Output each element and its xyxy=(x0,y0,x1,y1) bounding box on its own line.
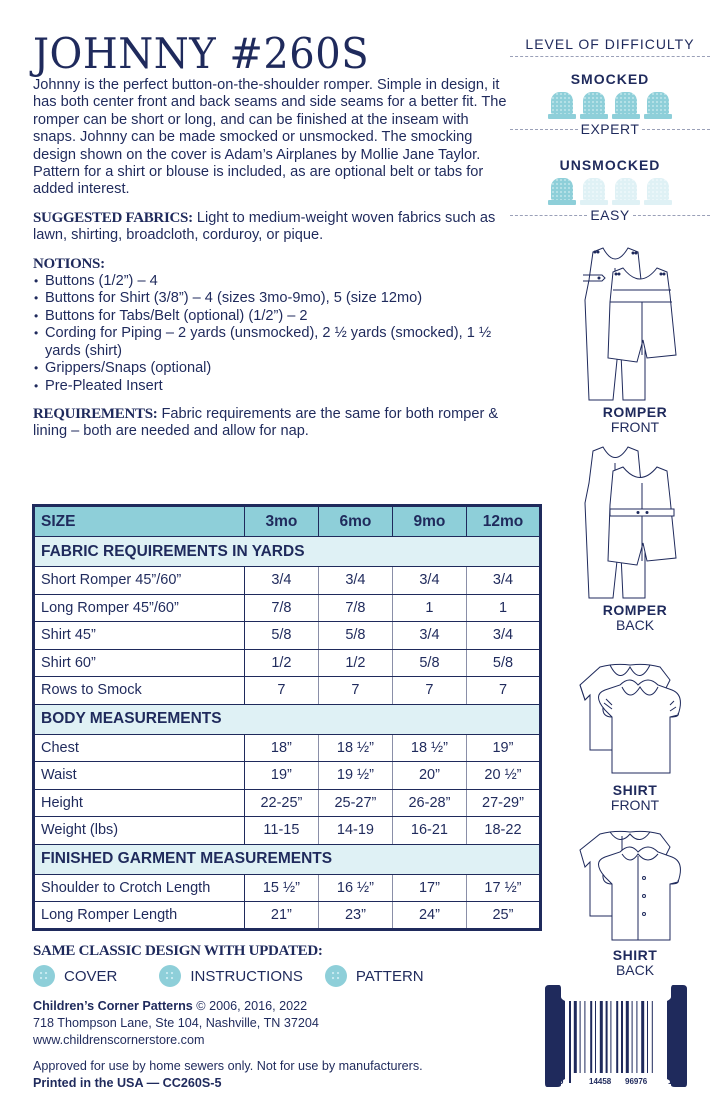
illustration-title: SHIRT xyxy=(612,947,658,963)
illustration-title: ROMPER xyxy=(602,404,668,420)
shirt-front-drawing xyxy=(570,655,700,783)
barcode-digit: 0 xyxy=(559,1077,564,1086)
barcode-bar xyxy=(652,1001,653,1083)
row-label: Waist xyxy=(34,762,245,790)
pattern-title: JOHNNY #260S xyxy=(33,30,370,79)
group-title: FINISHED GARMENT MEASUREMENTS xyxy=(34,844,541,874)
barcode-digit: 14458 xyxy=(589,1077,612,1086)
barcode-digit: 1 xyxy=(668,1077,673,1086)
difficulty-category-smocked: SMOCKED xyxy=(570,71,650,87)
suggested-fabrics-heading: SUGGESTED FABRICS: xyxy=(33,209,193,226)
romper-back-drawing xyxy=(575,443,695,603)
cell-value: 7 xyxy=(392,677,466,705)
cell-value: 3/4 xyxy=(392,622,466,650)
cell-value: 1/2 xyxy=(244,649,318,677)
cell-value: 19 ½” xyxy=(318,762,392,790)
barcode-bar xyxy=(590,1001,592,1083)
romper-front-drawing xyxy=(575,240,695,405)
thimble-icon xyxy=(580,178,608,206)
cell-value: 20” xyxy=(392,762,466,790)
cell-value: 5/8 xyxy=(392,649,466,677)
cell-value: 3/4 xyxy=(392,567,466,595)
button-icon xyxy=(33,965,55,987)
spool-right-end xyxy=(667,985,687,1087)
barcode-bar xyxy=(580,1001,581,1083)
requirements xyxy=(33,406,513,441)
copyright: © 2006, 2016, 2022 xyxy=(192,999,308,1013)
row-label: Rows to Smock xyxy=(34,677,245,705)
notion-item: • Buttons for Tabs/Belt (optional) (1/2”) – 2 xyxy=(33,308,513,325)
cell-value: 11-15 xyxy=(244,817,318,845)
row-label: Weight (lbs) xyxy=(34,817,245,845)
illustration-title: SHIRT xyxy=(612,782,658,798)
table-row xyxy=(34,789,541,817)
barcode-bars xyxy=(569,1001,653,1083)
updated-section xyxy=(33,943,446,987)
barcode-bar xyxy=(610,1001,611,1083)
barcode-bar xyxy=(616,1001,618,1083)
cell-value: 5/8 xyxy=(244,622,318,650)
cell-value: 7/8 xyxy=(244,594,318,622)
table-group-header xyxy=(34,537,541,567)
header-cell: 9mo xyxy=(392,506,466,537)
row-label: Short Romper 45”/60” xyxy=(34,567,245,595)
barcode-bar xyxy=(574,1001,577,1083)
cell-value: 27-29” xyxy=(466,789,540,817)
illustration-shirt-front xyxy=(555,655,715,813)
requirements-table xyxy=(32,504,542,931)
header-cell: SIZE xyxy=(34,506,245,537)
barcode-bar xyxy=(626,1001,629,1083)
barcode-bar xyxy=(621,1001,623,1083)
illustration-subtitle: FRONT xyxy=(610,797,660,813)
cell-value: 3/4 xyxy=(466,622,540,650)
button-icon xyxy=(325,965,347,987)
barcode-spool xyxy=(543,983,689,1088)
updated-item-label: INSTRUCTIONS xyxy=(190,967,303,985)
cell-value: 1 xyxy=(392,594,466,622)
notions-list xyxy=(33,273,513,395)
group-title: FABRIC REQUIREMENTS IN YARDS xyxy=(34,537,541,567)
requirements-heading: REQUIREMENTS: xyxy=(33,405,158,422)
updated-item-instructions xyxy=(159,965,303,987)
cell-value: 7 xyxy=(318,677,392,705)
header-cell: 3mo xyxy=(244,506,318,537)
website-link[interactable]: www.childrenscornerstore.com xyxy=(33,1033,205,1047)
updated-items xyxy=(33,965,446,987)
cell-value: 20 ½” xyxy=(466,762,540,790)
illustration-subtitle: BACK xyxy=(615,617,655,633)
level-label: EXPERT xyxy=(580,121,640,137)
copyright-line xyxy=(33,998,423,1015)
group-title: BODY MEASUREMENTS xyxy=(34,704,541,734)
footer xyxy=(33,998,423,1092)
printed-line: Printed in the USA — CC260S-5 xyxy=(33,1076,222,1090)
illustration-subtitle: BACK xyxy=(615,962,655,978)
thimble-icon xyxy=(580,92,608,120)
spool-left-end xyxy=(545,985,565,1087)
barcode-bar xyxy=(647,1001,648,1083)
illustration-romper-back xyxy=(555,443,715,633)
table-row xyxy=(34,594,541,622)
button-icon xyxy=(159,965,181,987)
thimble-icon xyxy=(548,178,576,206)
illustration-title: ROMPER xyxy=(602,602,668,618)
table-row xyxy=(34,902,541,930)
cell-value: 16 ½” xyxy=(318,874,392,902)
disclaimer: Approved for use by home sewers only. Not for use by manufacturers. xyxy=(33,1059,423,1073)
row-label: Long Romper 45”/60” xyxy=(34,594,245,622)
table-group-header xyxy=(34,844,541,874)
illustration-subtitle: FRONT xyxy=(610,419,660,435)
cell-value: 17” xyxy=(392,874,466,902)
suggested-fabrics-text: Light to medium-weight woven fabrics such as lawn, shirting, broadcloth, corduroy, or pique. xyxy=(33,209,496,244)
thimble-rating-unsmocked xyxy=(510,178,710,206)
cell-value: 7 xyxy=(244,677,318,705)
address: 718 Thompson Lane, Ste 104, Nashville, TN 37204 xyxy=(33,1016,319,1030)
cell-value: 7/8 xyxy=(318,594,392,622)
barcode-digit: 96976 xyxy=(625,1077,648,1086)
barcode-bar xyxy=(584,1001,585,1083)
left-column xyxy=(33,30,513,441)
illustration-shirt-back xyxy=(555,828,715,978)
cell-value: 1/2 xyxy=(318,649,392,677)
barcode-bar xyxy=(569,1001,571,1083)
cell-value: 26-28” xyxy=(392,789,466,817)
updated-heading: SAME CLASSIC DESIGN WITH UPDATED: xyxy=(33,943,323,959)
shirt-back-drawing xyxy=(570,828,700,948)
cell-value: 3/4 xyxy=(466,567,540,595)
notion-item: • Pre-Pleated Insert xyxy=(33,378,513,395)
updated-item-label: COVER xyxy=(64,967,118,985)
updated-item-cover xyxy=(33,965,117,987)
cell-value: 21” xyxy=(244,902,318,930)
table-row xyxy=(34,762,541,790)
notions xyxy=(33,256,513,395)
cell-value: 1 xyxy=(466,594,540,622)
cell-value: 3/4 xyxy=(318,567,392,595)
barcode-bar xyxy=(636,1001,637,1083)
row-label: Height xyxy=(34,789,245,817)
header-cell: 12mo xyxy=(466,506,540,537)
cell-value: 23” xyxy=(318,902,392,930)
barcode-bar xyxy=(600,1001,603,1083)
thimble-icon xyxy=(612,178,640,206)
thimble-icon xyxy=(548,92,576,120)
thimble-icon xyxy=(644,178,672,206)
cell-value: 19” xyxy=(466,734,540,762)
cell-value: 18 ½” xyxy=(392,734,466,762)
table-row xyxy=(34,677,541,705)
difficulty-category-unsmocked: UNSMOCKED xyxy=(559,157,661,173)
cell-value: 24” xyxy=(392,902,466,930)
row-label: Shirt 45” xyxy=(34,622,245,650)
cell-value: 18” xyxy=(244,734,318,762)
cell-value: 17 ½” xyxy=(466,874,540,902)
notion-item: • Buttons (1/2”) – 4 xyxy=(33,273,513,290)
cell-value: 18-22 xyxy=(466,817,540,845)
cell-value: 25-27” xyxy=(318,789,392,817)
thimble-rating-smocked xyxy=(510,92,710,120)
barcode-bar xyxy=(641,1001,644,1083)
thimble-icon xyxy=(612,92,640,120)
illustration-romper-front xyxy=(555,240,715,435)
table-row xyxy=(34,567,541,595)
notion-item: • Cording for Piping – 2 yards (unsmocked), 2 ½ yards (smocked), 1 ½ yards (shirt) xyxy=(33,325,513,360)
cell-value: 15 ½” xyxy=(244,874,318,902)
row-label: Chest xyxy=(34,734,245,762)
notions-heading: NOTIONS: xyxy=(33,255,105,272)
cell-value: 3/4 xyxy=(244,567,318,595)
row-label: Long Romper Length xyxy=(34,902,245,930)
notion-item: • Buttons for Shirt (3/8”) – 4 (sizes 3mo-9mo), 5 (size 12mo) xyxy=(33,290,513,307)
suggested-fabrics xyxy=(33,210,513,245)
cell-value: 5/8 xyxy=(466,649,540,677)
cell-value: 7 xyxy=(466,677,540,705)
cell-value: 16-21 xyxy=(392,817,466,845)
table-row xyxy=(34,817,541,845)
barcode-bar xyxy=(632,1001,633,1083)
table-header-row xyxy=(34,506,541,537)
requirements-text: Fabric requirements are the same for both romper & lining – both are needed and allow for nap. xyxy=(33,405,499,440)
barcode-bar xyxy=(606,1001,608,1083)
table-group-header xyxy=(34,704,541,734)
cell-value: 14-19 xyxy=(318,817,392,845)
company-name: Children’s Corner Patterns xyxy=(33,999,193,1013)
difficulty-panel xyxy=(510,36,710,223)
updated-item-label: PATTERN xyxy=(355,967,424,985)
cell-value: 5/8 xyxy=(318,622,392,650)
table-row xyxy=(34,622,541,650)
difficulty-level-smocked xyxy=(510,121,710,137)
difficulty-level-unsmocked xyxy=(510,207,710,223)
notion-item: • Grippers/Snaps (optional) xyxy=(33,360,513,377)
table-row xyxy=(34,734,541,762)
level-label: EASY xyxy=(590,207,630,223)
barcode-bar xyxy=(595,1001,596,1083)
table-row xyxy=(34,874,541,902)
cell-value: 18 ½” xyxy=(318,734,392,762)
cell-value: 22-25” xyxy=(244,789,318,817)
difficulty-heading: LEVEL OF DIFFICULTY xyxy=(510,36,710,57)
intro-paragraph: Johnny is the perfect button-on-the-shoulder romper. Simple in design, it has both center front and back seams and side seams for a better fit. The romper can be short or long, and can be finished at the inseam with snaps. Johnny can be made smocked or unsmocked. The smocking design shown on the cover is Adam’s Airplanes by Mollie Jane Taylor. Pattern for a shirt or blouse is included, as are optional belt or tabs for added interest. xyxy=(33,77,507,198)
row-label: Shirt 60” xyxy=(34,649,245,677)
table-row xyxy=(34,649,541,677)
thimble-icon xyxy=(644,92,672,120)
cell-value: 25” xyxy=(466,902,540,930)
table-body xyxy=(34,537,541,930)
updated-item-pattern xyxy=(325,965,424,987)
row-label: Shoulder to Crotch Length xyxy=(34,874,245,902)
cell-value: 19” xyxy=(244,762,318,790)
header-cell: 6mo xyxy=(318,506,392,537)
